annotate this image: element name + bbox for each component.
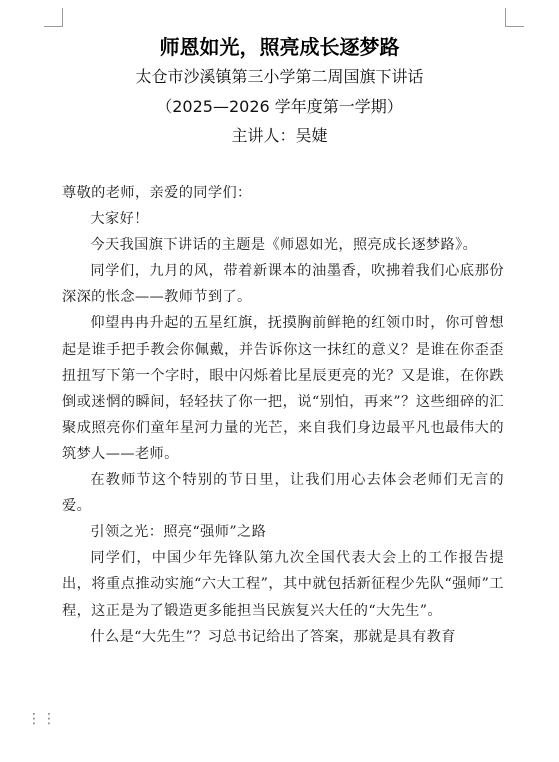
paragraph-topic[interactable]: 今天我国旗下讲话的主题是《师恩如光，照亮成长逐梦路》。: [90, 237, 478, 254]
crop-mark-top-left: [44, 8, 63, 27]
paragraph-red-scarf[interactable]: 仰望冉冉升起的五星红旗，抚摸胸前鲜艳的红领巾时，你可曾想起是谁手把手教会你佩戴，并告诉你这一抹红的意义？是谁在你歪歪扭扭写下第一个字时，眼中闪烁着比星辰更亮的光？又是谁，在你跌倒或迷惘的瞬间，轻轻扶了你一把，说“别怕，再来”？这些细碎的汇聚成照亮你们童年星河力量的光芒，来自我们身边最平凡也最伟大的筑梦人——老师。: [62, 315, 504, 462]
crop-mark-top-right: [505, 8, 524, 27]
paragraph-salutation[interactable]: 尊敬的老师，亲爱的同学们：: [62, 185, 252, 201]
paragraph-teachers-day[interactable]: 同学们，九月的风，带着新课本的油墨香，吹拂着我们心底那份深深的怅念——教师节到了。: [62, 263, 504, 306]
document-term[interactable]: （2025—2026 学年度第一学期）: [156, 97, 403, 116]
paragraph-great-teacher[interactable]: 什么是“大先生”？习总书记给出了答案，那就是具有教育: [90, 628, 456, 645]
document-body[interactable]: [62, 180, 504, 650]
paragraph-festival[interactable]: 在教师节这个特别的节日里，让我们用心去体会老师们无言的爱。: [62, 472, 504, 515]
document-speaker[interactable]: 主讲人：吴婕: [231, 126, 328, 145]
paragraph-young-pioneers[interactable]: 同学们，中国少年先锋队第九次全国代表大会上的工作报告提出，将重点推动实施“六大工程”，其中就包括新征程少先队“强师”工程，这正是为了锻造更多能担当民族复兴大任的“大先生”。: [62, 550, 504, 619]
document-title[interactable]: 师恩如光，照亮成长逐梦路: [159, 35, 400, 59]
paragraph-greeting[interactable]: 大家好！: [90, 211, 149, 228]
document-subtitle[interactable]: 太仓市沙溪镇第三小学第二周国旗下讲话: [135, 67, 424, 86]
section-heading-guiding-light[interactable]: 引领之光：照亮“强师”之路: [90, 524, 267, 541]
drag-handle-icon[interactable]: ⋮⋮: [27, 711, 57, 727]
